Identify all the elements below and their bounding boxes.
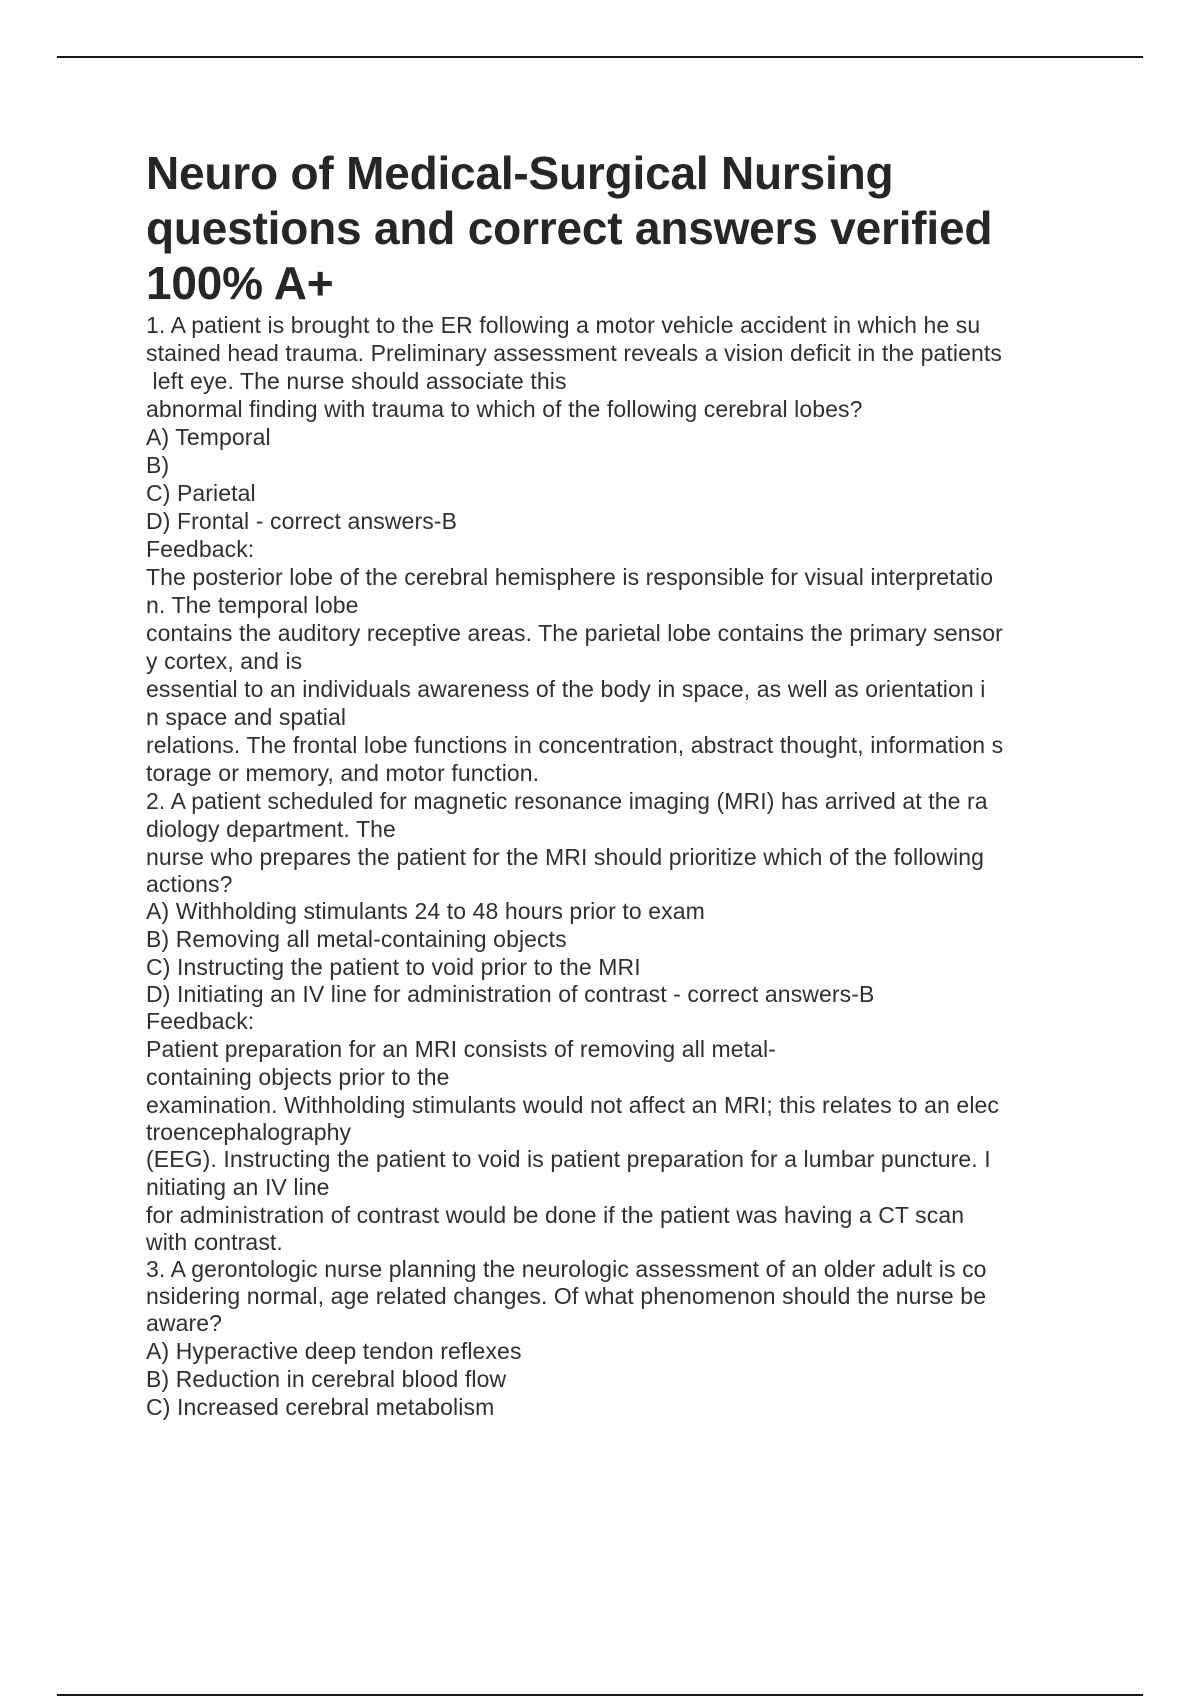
feedback-line: n space and spatial [146, 704, 347, 730]
question-1-line: stained head trauma. Preliminary assessment reveals a vision deficit in the patients [146, 340, 1002, 366]
option-d-answer: D) Frontal - correct answers-B [146, 508, 458, 534]
question-2-line: actions? [146, 871, 233, 897]
option-d-answer: D) Initiating an IV line for administration of contrast - correct answers-B [146, 981, 875, 1007]
option-b: B) Removing all metal-containing objects [146, 926, 567, 952]
title-line: 100% A+ [146, 257, 334, 309]
question-1-line: abnormal finding with trauma to which of the following cerebral lobes? [146, 396, 863, 422]
footer-rule [57, 1694, 1143, 1696]
option-c: C) Parietal [146, 480, 256, 506]
feedback-line: n. The temporal lobe [146, 592, 359, 618]
option-c: C) Instructing the patient to void prior to the MRI [146, 954, 641, 980]
option-a: A) Hyperactive deep tendon reflexes [146, 1338, 522, 1364]
question-1-line: left eye. The nurse should associate this [146, 368, 567, 394]
question-3-line: nsidering normal, age related changes. Of what phenomenon should the nurse be [146, 1283, 987, 1309]
feedback-line: (EEG). Instructing the patient to void is patient preparation for a lumbar puncture. I [146, 1146, 991, 1172]
option-c: C) Increased cerebral metabolism [146, 1394, 495, 1420]
feedback-line: relations. The frontal lobe functions in concentration, abstract thought, information s [146, 732, 1004, 758]
feedback-line: y cortex, and is [146, 648, 303, 674]
question-3-line: 3. A gerontologic nurse planning the neurologic assessment of an older adult is co [146, 1256, 987, 1282]
feedback-line: examination. Withholding stimulants would not affect an MRI; this relates to an elec [146, 1092, 1000, 1118]
feedback-line: with contrast. [146, 1229, 283, 1255]
feedback-line: Patient preparation for an MRI consists of removing all metal- [146, 1036, 777, 1062]
title-line: Neuro of Medical-Surgical Nursing [146, 147, 894, 199]
feedback-line: The posterior lobe of the cerebral hemisphere is responsible for visual interpretatio [146, 564, 994, 590]
question-3-line: aware? [146, 1310, 223, 1336]
document-body [146, 311, 1146, 1421]
title-line: questions and correct answers verified [146, 202, 993, 254]
header-rule [57, 56, 1143, 58]
option-a: A) Withholding stimulants 24 to 48 hours prior to exam [146, 898, 705, 924]
question-2-line: diology department. The [146, 816, 396, 842]
page-title [146, 146, 1086, 311]
option-a: A) Temporal [146, 424, 271, 450]
question-1-line: 1. A patient is brought to the ER following a motor vehicle accident in which he su [146, 312, 981, 338]
feedback-line: essential to an individuals awareness of the body in space, as well as orientation i [146, 676, 986, 702]
feedback-label: Feedback: [146, 1008, 255, 1034]
feedback-line: nitiating an IV line [146, 1174, 330, 1200]
feedback-line: torage or memory, and motor function. [146, 760, 540, 786]
feedback-line: troencephalography [146, 1119, 352, 1145]
option-b: B) Reduction in cerebral blood flow [146, 1366, 507, 1392]
option-b: B) [146, 452, 170, 478]
feedback-line: for administration of contrast would be done if the patient was having a CT scan [146, 1202, 965, 1228]
question-2-line: 2. A patient scheduled for magnetic resonance imaging (MRI) has arrived at the ra [146, 788, 988, 814]
feedback-line: contains the auditory receptive areas. The parietal lobe contains the primary sensor [146, 620, 1003, 646]
feedback-label: Feedback: [146, 536, 255, 562]
question-2-line: nurse who prepares the patient for the MRI should prioritize which of the following [146, 844, 985, 870]
feedback-line: containing objects prior to the [146, 1064, 450, 1090]
